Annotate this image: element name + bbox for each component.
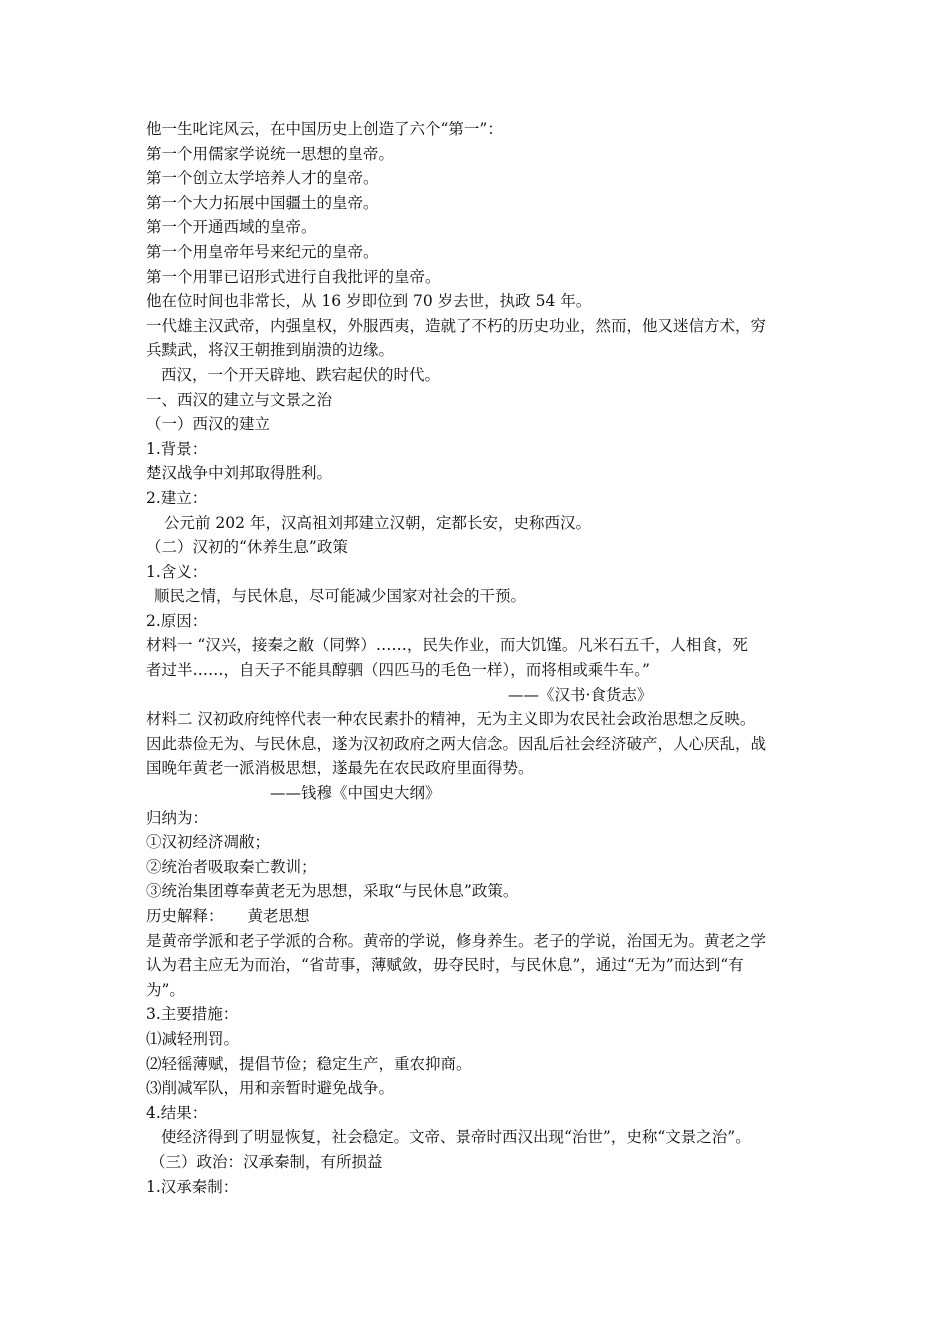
item-heading: 4.结果： (146, 1103, 208, 1122)
text-line: 第一个用皇帝年号来纪元的皇帝。 (146, 242, 379, 261)
text-line: 使经济得到了明显恢复，社会稳定。文帝、景帝时西汉出现“治世”，史称“文景之治”。 (161, 1128, 751, 1147)
text-line: 一代雄主汉武帝，内强皇权，外服西夷，造就了不朽的历史功业，然而，他又迷信方术，穷 (146, 316, 767, 335)
text-line: 第一个创立太学培养人才的皇帝。 (146, 169, 379, 188)
quote-line: 者过半……，自天子不能具醇驷（四匹马的毛色一样），而将相或乘牛车。” (146, 661, 650, 680)
subsection-heading: （一）西汉的建立 (146, 415, 271, 434)
subsection-heading: （三）政治：汉承秦制，有所损益 (150, 1152, 383, 1171)
text-line: 为”。 (146, 980, 185, 999)
quote-line: 因此恭俭无为、与民休息，遂为汉初政府之两大信念。因乱后社会经济破产，人心厌乱，战 (146, 734, 767, 753)
text-line: 他一生叱诧风云，在中国历史上创造了六个“第一”： (146, 120, 503, 138)
text-line: 兵黩武，将汉王朝推到崩溃的边缘。 (146, 341, 395, 360)
text-line: 是黄帝学派和老子学派的合称。黄帝的学说，修身养生。老子的学说，治国无为。黄老之学 (146, 931, 767, 950)
text-line: 第一个用罪已诏形式进行自我批评的皇帝。 (146, 267, 441, 286)
list-item: ⑶削减军队，用和亲暂时避免战争。 (146, 1079, 395, 1098)
subsection-heading: （二）汉初的“休养生息”政策 (146, 538, 348, 557)
text-line: 楚汉战争中刘邦取得胜利。 (146, 464, 333, 483)
quote-line: 材料一 “汉兴，接秦之敝（同弊）……，民失作业，而大饥馑。凡米石五千，人相食，死 (146, 636, 748, 655)
citation: ——《汉书·食货志》 (508, 685, 653, 704)
text-line: 第一个开通西域的皇帝。 (146, 218, 317, 237)
text-line: 第一个用儒家学说统一思想的皇帝。 (146, 144, 395, 163)
history-explanation-line (146, 904, 816, 929)
list-item: ①汉初经济凋敝； (146, 833, 271, 852)
text-line: 顺民之情，与民休息，尽可能减少国家对社会的干预。 (154, 587, 527, 606)
item-heading: 1.汉承秦制： (146, 1177, 239, 1196)
text-line: 第一个大力拓展中国疆土的皇帝。 (146, 193, 379, 212)
text-line: 认为君主应无为而治，“省苛事，薄赋敛，毋夺民时，与民休息”，通过“无为”而达到“有 (146, 956, 744, 975)
list-item: ⑴减轻刑罚。 (146, 1029, 240, 1048)
history-explanation-term: 黄老思想 (247, 907, 310, 925)
citation: ——钱穆《中国史大纲》 (270, 784, 441, 803)
history-explanation-label: 历史解释： (146, 907, 224, 925)
text-line: 西汉，一个开天辟地、跌宕起伏的时代。 (161, 365, 441, 384)
text-line: 他在位时间也非常长，从 16 岁即位到 70 岁去世，执政 54 年。 (146, 292, 592, 311)
text-line: 归纳为： (146, 808, 209, 827)
section-heading: 一、西汉的建立与文景之治 (146, 390, 333, 409)
quote-line: 材料二 汉初政府纯悴代表一种农民素扑的精神，无为主义即为农民社会政治思想之反映。 (146, 710, 756, 729)
document-body (146, 117, 816, 1199)
list-item: ③统治集团尊奉黄老无为思想，采取“与民休息”政策。 (146, 882, 519, 901)
item-heading: 1.含义： (146, 562, 208, 581)
item-heading: 2.原因： (146, 611, 208, 630)
item-heading: 2.建立： (146, 488, 208, 507)
text-line: 公元前 202 年，汉高祖刘邦建立汉朝，定都长安，史称西汉。 (164, 513, 591, 532)
quote-line: 国晚年黄老一派消极思想，遂最先在农民政府里面得势。 (146, 759, 534, 778)
item-heading: 3.主要措施： (146, 1005, 239, 1024)
item-heading: 1.背景： (146, 439, 208, 458)
list-item: ⑵轻徭薄赋，提倡节俭；稳定生产，重农抑商。 (146, 1054, 472, 1073)
list-item: ②统治者吸取秦亡教训； (146, 857, 317, 876)
